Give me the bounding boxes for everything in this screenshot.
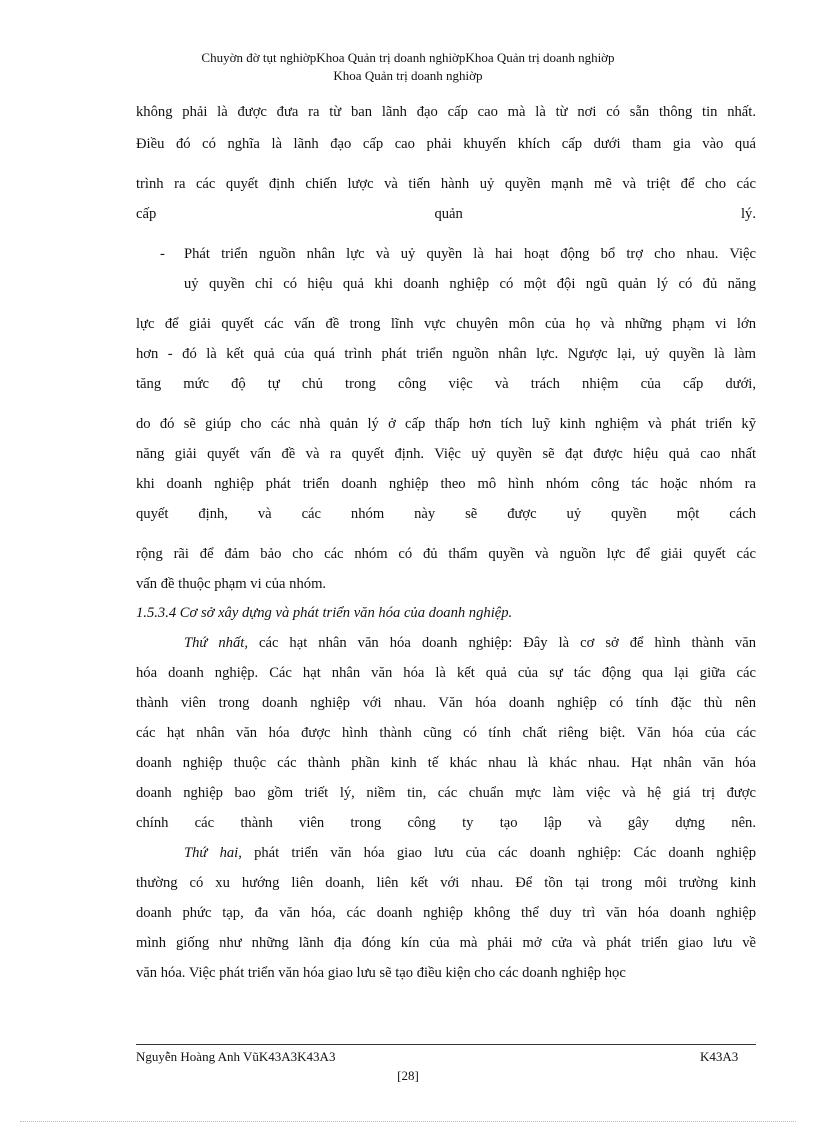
text-line: quyết định, và các nhóm này sẽ được uỷ quyền một cách [136, 506, 756, 522]
text-line: khi doanh nghiệp phát triển doanh nghiệp theo mô hình nhóm công tác hoặc nhóm ra [136, 476, 756, 492]
text-line: uỷ quyền chỉ có hiệu quả khi doanh nghiệp có một đội ngũ quản lý có đủ năng [184, 276, 756, 292]
text-line: cấp quản lý. [136, 206, 756, 222]
text-line: mình giống như những lãnh địa đóng kín của mà phải mở cửa và phát triển giao lưu về [136, 935, 756, 951]
text-line: Điều đó có nghĩa là lãnh đạo cấp cao phải khuyến khích cấp dưới tham gia vào quá [136, 136, 756, 152]
footer-class: K43A3 [700, 1049, 739, 1064]
footer-divider [136, 1044, 756, 1045]
text-line [184, 635, 756, 652]
text-line: doanh nghiệp bao gồm triết lý, niềm tin, các chuẩn mực làm việc và hệ giá trị được [136, 785, 756, 801]
text-line: thành viên trong doanh nghiệp với nhau. Văn hóa doanh nghiệp có tính đặc thù nên [136, 695, 756, 711]
text-line: trình ra các quyết định chiến lược và tiến hành uỷ quyền mạnh mẽ và triệt để cho các [136, 176, 756, 192]
text-line: vấn đề thuộc phạm vi của nhóm. [136, 576, 327, 592]
text-line: Phát triển nguồn nhân lực và uỷ quyền là hai hoạt động bổ trợ cho nhau. Việc [184, 246, 756, 262]
text-line: do đó sẽ giúp cho các nhà quản lý ở cấp thấp hơn tích luỹ kinh nghiệm và phát triển kỹ [136, 416, 756, 432]
page-number: [28] [397, 1068, 419, 1083]
text-line: các hạt nhân văn hóa được hình thành cũng có tính chất riêng biệt. Văn hóa của các [136, 725, 756, 741]
text-line: năng giải quyết vấn đề và ra quyết định. Việc uỷ quyền sẽ đạt được hiệu quả cao nhất [136, 446, 756, 462]
lead-emphasis: Thứ hai, [184, 845, 242, 861]
text-line: chính các thành viên trong công ty tạo lập và gây dựng nên. [136, 815, 756, 831]
text-line: lực để giải quyết các vấn đề trong lĩnh vực chuyên môn của họ và những phạm vi lớn [136, 316, 756, 332]
text-line: doanh nghiệp thuộc các thành phần kinh tế khác nhau là khác nhau. Hạt nhân văn hóa [136, 755, 756, 771]
section-heading: 1.5.3.4 Cơ sở xây dựng và phát triển văn hóa của doanh nghiệp. [136, 605, 513, 621]
text-line: văn hóa. Việc phát triển văn hóa giao lưu sẽ tạo điều kiện cho các doanh nghiệp học [136, 965, 626, 981]
bullet-dash: - [160, 246, 165, 262]
text-line: tăng mức độ tự chủ trong công việc và trách nhiệm của cấp dưới, [136, 376, 756, 392]
header-line-2: Khoa Quản trị doanh nghiờp [333, 68, 483, 83]
text-line [184, 845, 756, 862]
text-line: thường có xu hướng liên doanh, liên kết với nhau. Để tồn tại trong môi trường kinh [136, 875, 756, 891]
footer-author: Nguyễn Hoàng Anh VũK43A3K43A3 [136, 1049, 336, 1064]
text-span: phát triển văn hóa giao lưu của các doanh nghiệp: Các doanh nghiệp [241, 845, 756, 861]
text-line: rộng rãi để đảm bảo cho các nhóm có đủ thẩm quyền và nguồn lực để giải quyết các [136, 546, 756, 562]
lead-emphasis: Thứ nhất, [184, 635, 248, 651]
page-boundary [20, 1121, 796, 1122]
text-line: hơn - đó là kết quả của quá trình phát triển nguồn nhân lực. Ngược lại, uỷ quyền là làm [136, 346, 756, 362]
page-header [0, 49, 816, 85]
header-line-1: Chuyờn đờ tụt nghiờpKhoa Quản trị doanh nghiờpKhoa Quản trị doanh nghiờp [201, 50, 615, 65]
text-line: doanh phức tạp, đa văn hóa, các doanh nghiệp không thể duy trì văn hóa doanh nghiệp [136, 905, 756, 921]
text-line: hóa doanh nghiệp. Các hạt nhân văn hóa là kết quả của sự tác động qua lại giữa các [136, 665, 756, 681]
text-span: các hạt nhân văn hóa doanh nghiệp: Đây là cơ sở để hình thành văn [247, 635, 756, 651]
text-line: không phải là được đưa ra từ ban lãnh đạo cấp cao mà là từ nơi có sẵn thông tin nhất. [136, 104, 756, 120]
